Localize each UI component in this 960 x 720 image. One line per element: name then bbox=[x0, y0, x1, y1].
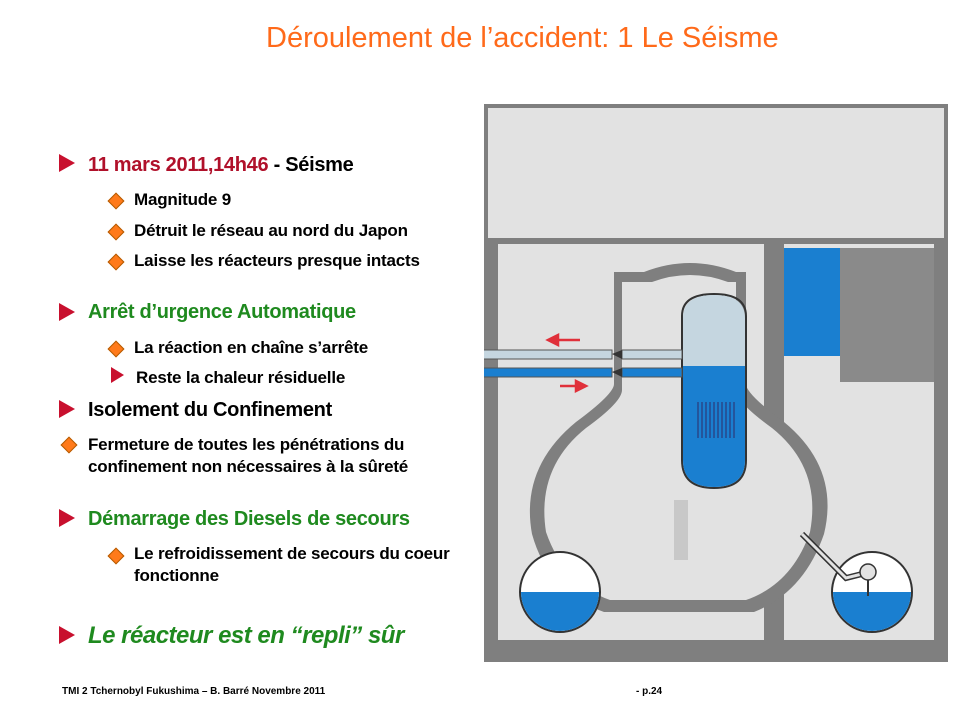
steam-line bbox=[484, 350, 612, 359]
sub-refroidissement: Le refroidissement de secours du coeur fonctionne bbox=[134, 544, 450, 585]
feedwater-line bbox=[484, 368, 612, 377]
bullet-fermeture: Fermeture de toutes les pénétrations du confinement non nécessaires à la sûreté bbox=[88, 435, 409, 476]
pedestal bbox=[674, 500, 688, 560]
page-number: - p.24 bbox=[636, 686, 663, 697]
bullet-triangle-icon bbox=[59, 154, 75, 172]
fuel-pool bbox=[784, 248, 840, 356]
bullet-diamond-icon bbox=[108, 341, 125, 358]
sub-reaction: La réaction en chaîne s’arrête bbox=[134, 338, 368, 357]
reactor-diagram bbox=[484, 104, 948, 664]
bullet-diamond-icon bbox=[108, 193, 125, 210]
footer-credit: TMI 2 Tchernobyl Fukushima – B. Barré Novembre 2011 bbox=[62, 686, 326, 697]
event-label: - Séisme bbox=[268, 154, 354, 176]
steam-line-inner bbox=[622, 350, 682, 359]
bullet-triangle-icon bbox=[59, 509, 75, 527]
sub-magnitude: Magnitude 9 bbox=[134, 190, 231, 209]
conclusion-text: Le réacteur est en “repli” sûr bbox=[88, 622, 404, 649]
vent-header bbox=[860, 564, 876, 580]
sub-reseau: Détruit le réseau au nord du Japon bbox=[134, 221, 408, 240]
bullet-seisme bbox=[88, 154, 353, 177]
bullet-diamond-icon bbox=[108, 548, 125, 565]
bullet-triangle-icon bbox=[111, 367, 124, 383]
sub-reacteurs: Laisse les réacteurs presque intacts bbox=[134, 251, 420, 270]
event-date: 11 mars 2011,14h46 bbox=[88, 154, 269, 176]
bullet-isolement: Isolement du Confinement bbox=[88, 399, 332, 421]
bullet-diamond-icon bbox=[61, 437, 78, 454]
pool-wall bbox=[840, 248, 934, 382]
vessel-steam bbox=[683, 295, 745, 366]
bullet-triangle-icon bbox=[59, 626, 75, 644]
operating-floor bbox=[488, 108, 944, 238]
bullet-diamond-icon bbox=[108, 224, 125, 241]
bullet-diamond-icon bbox=[108, 254, 125, 271]
feedwater-line-inner bbox=[622, 368, 682, 377]
bullet-triangle-icon bbox=[59, 400, 75, 418]
bullet-arret: Arrêt d’urgence Automatique bbox=[88, 301, 356, 323]
page-title: Déroulement de l’accident: 1 Le Séisme bbox=[266, 22, 779, 54]
sub-chaleur: Reste la chaleur résiduelle bbox=[136, 368, 346, 387]
bullet-diesels: Démarrage des Diesels de secours bbox=[88, 508, 410, 530]
bullet-triangle-icon bbox=[59, 303, 75, 321]
